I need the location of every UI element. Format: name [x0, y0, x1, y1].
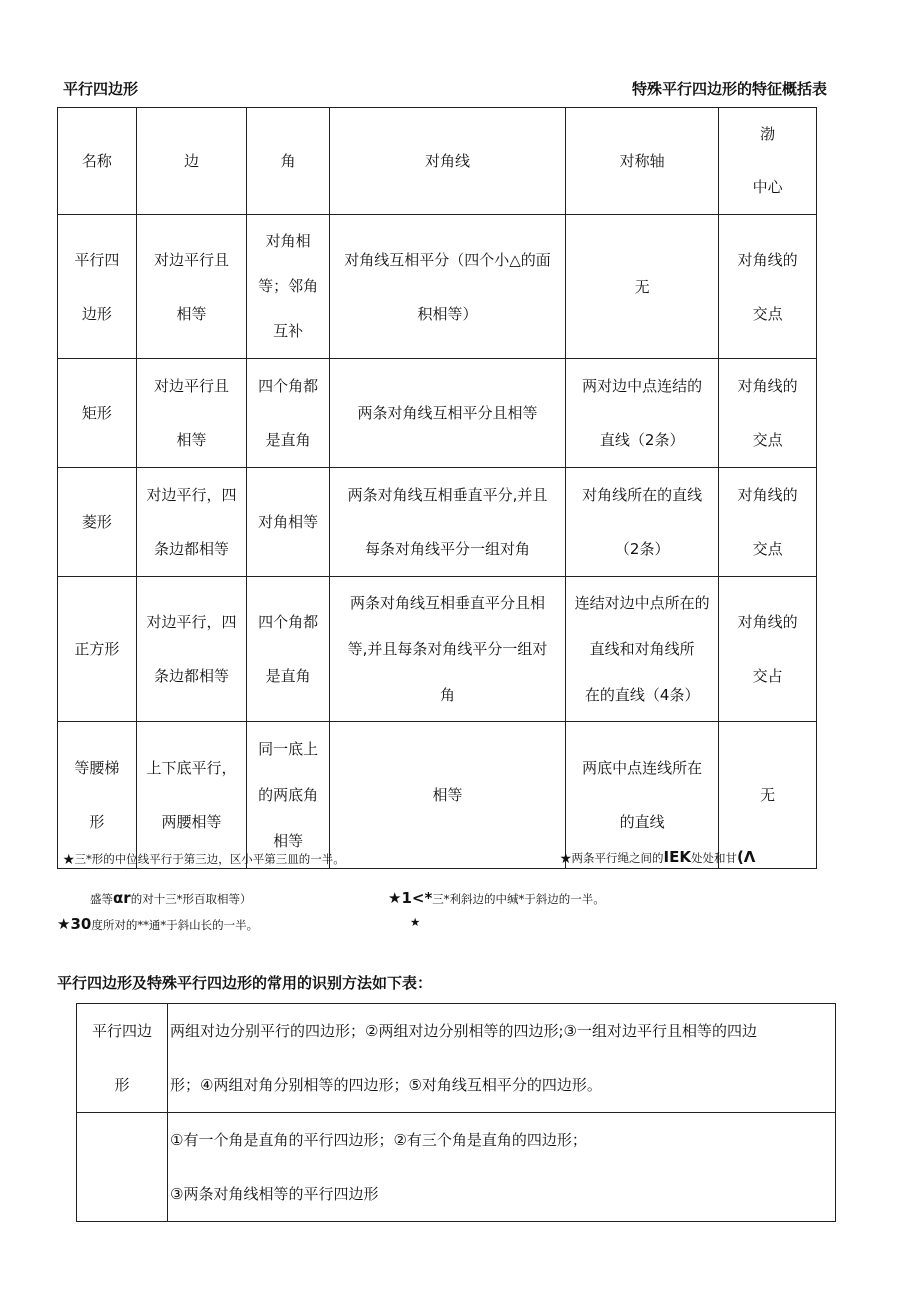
cell-side — [136, 215, 247, 359]
text-line: 无 — [760, 786, 776, 804]
text-line: 对角线的 — [737, 486, 798, 504]
cell-axis — [565, 215, 718, 359]
text-line: 相等 — [176, 431, 207, 449]
text-line: ①有一个角是直角的平行四边形；②有三个角是直角的四边形； — [170, 1131, 587, 1149]
text-line: 无 — [634, 277, 650, 296]
text-line: 直线和对角线所 — [589, 640, 695, 658]
text-line: 四个角都 — [258, 613, 319, 631]
col-header-center-line2: 中心 — [752, 178, 783, 196]
cell-center — [719, 468, 817, 577]
text-line: ③两条对角线相等的平行四边形 — [170, 1185, 379, 1203]
text-line: 对角相 — [265, 232, 311, 250]
text-line: 积相等） — [417, 304, 478, 323]
text-line: 盛等 — [90, 892, 113, 906]
text-line: 在的直线（4条） — [584, 686, 700, 704]
text-line: 矩形 — [81, 404, 112, 422]
text-line: 是直角 — [265, 667, 311, 685]
text-line: 形 — [89, 813, 105, 831]
text-line: 对边平行且 — [153, 250, 229, 269]
text-line: 角 — [439, 686, 455, 704]
text-line: 两对边中点连结的 — [582, 377, 703, 395]
text-line: ★30 — [57, 915, 92, 933]
cell-angle — [247, 722, 330, 869]
text-line: 是直角 — [265, 431, 311, 449]
text-line: 对角线的 — [737, 250, 798, 269]
text-line: 度所对的**通*于斜山长的一半。 — [91, 918, 259, 932]
col-header-name: 名称 — [58, 108, 137, 215]
cell-diagonal — [330, 722, 566, 869]
text-line: 互补 — [273, 322, 304, 340]
text-line: αr — [113, 889, 131, 907]
cell-axis — [565, 468, 718, 577]
text-line: 三*利斜边的中缄*于斜边的一半。 — [432, 892, 605, 906]
text-line: 交占 — [752, 667, 783, 685]
cell-angle — [247, 577, 330, 722]
cell-side — [136, 577, 247, 722]
cell-side — [136, 722, 247, 869]
text-line: 两腰相等 — [161, 813, 222, 831]
text-line: 形 — [114, 1076, 130, 1094]
text-line: 交点 — [752, 304, 783, 323]
doc-title-left: 平行四边形 — [63, 80, 139, 98]
cell-name — [58, 577, 137, 722]
note-area — [90, 889, 251, 907]
cell-name — [58, 722, 137, 869]
text-line: 等；邻角 — [258, 277, 319, 295]
section-title: 平行四边形及特殊平行四边形的常用的识别方法如下表： — [57, 974, 433, 992]
cell-name — [58, 215, 137, 359]
text-line: 平行四边 — [91, 1022, 152, 1040]
text-line: 对角线所在的直线 — [582, 486, 703, 504]
text-line: 等,并且每条对角线平分一组对 — [347, 640, 548, 658]
text-line: 交点 — [752, 540, 783, 558]
cell-side — [136, 468, 247, 577]
cell-axis — [565, 577, 718, 722]
cell-side — [136, 359, 247, 468]
note-right-triangle — [388, 889, 605, 907]
text-line: 对边平行，四 — [146, 613, 237, 631]
text-line: 两条对角线互相平分且相等 — [357, 404, 538, 422]
text-line: 菱形 — [81, 513, 112, 531]
cell-center — [719, 722, 817, 869]
row-content — [168, 1004, 836, 1113]
text-line: 条边都相等 — [153, 667, 229, 685]
text-line: 交点 — [752, 431, 783, 449]
text-line: 四个角都 — [258, 377, 319, 395]
text-line: 等腰梯 — [74, 759, 120, 777]
cell-center — [719, 359, 817, 468]
text-line: 正方形 — [74, 640, 120, 658]
text-line: 两条对角线互相垂直平分且相 — [349, 594, 545, 612]
text-line: 上下底平行， — [146, 759, 237, 777]
text-line: 对角线互相平分（四个小△的面 — [344, 250, 551, 269]
text-line: (Λ — [736, 848, 756, 866]
text-line: 相等 — [176, 304, 207, 323]
features-table — [57, 107, 817, 869]
note-parallel-lines — [560, 848, 755, 866]
text-line: 同一底上 — [258, 740, 319, 758]
text-line: 处处和甘 — [690, 851, 737, 865]
note-star: ★ — [410, 915, 421, 929]
cell-angle — [247, 215, 330, 359]
text-line: 每条对角线平分一组对角 — [364, 540, 530, 558]
row-label — [77, 1113, 168, 1222]
col-header-angle: 角 — [247, 108, 330, 215]
row-label — [77, 1004, 168, 1113]
text-line: 相等 — [432, 786, 463, 804]
text-line: 的直线 — [619, 813, 665, 831]
col-header-diagonal: 对角线 — [330, 108, 566, 215]
text-line: 条边都相等 — [153, 540, 229, 558]
text-line: 平行四 — [74, 250, 120, 269]
col-header-center-line1: 渤 — [760, 125, 776, 143]
cell-diagonal — [330, 215, 566, 359]
cell-angle — [247, 359, 330, 468]
col-header-side: 边 — [136, 108, 247, 215]
text-line: 边形 — [81, 304, 112, 323]
cell-center — [719, 577, 817, 722]
text-line: 对角线的 — [737, 613, 798, 631]
note-midline: ★三*形的中位线平行于第三边，区小平第三皿的一半。 — [63, 852, 345, 866]
cell-diagonal — [330, 468, 566, 577]
text-line: IEK — [663, 848, 691, 866]
text-line: 对边平行，四 — [146, 486, 237, 504]
cell-name — [58, 468, 137, 577]
text-line: 直线（2条） — [599, 431, 685, 449]
text-line: 对角线的 — [737, 377, 798, 395]
col-header-center — [719, 108, 817, 215]
text-line: 的两底角 — [258, 786, 319, 804]
cell-center — [719, 215, 817, 359]
cell-diagonal — [330, 359, 566, 468]
doc-title-right: 特殊平行四边形的特征概括表 — [631, 80, 827, 98]
text-line: 对边平行且 — [153, 377, 229, 395]
col-header-axis: 对称轴 — [565, 108, 718, 215]
text-line: ★1<* — [388, 889, 433, 907]
text-line: 形；④两组对角分别相等的四边形；⑤对角线互相平分的四边形。 — [170, 1076, 602, 1094]
text-line: 连结对边中点所在的 — [574, 594, 710, 612]
text-line: 相等 — [273, 832, 304, 850]
text-line: 对角相等 — [258, 513, 319, 531]
identification-table — [76, 1003, 836, 1222]
text-line: 的对十三*形百取相等） — [130, 892, 252, 906]
cell-angle — [247, 468, 330, 577]
text-line: 两条对角线互相垂直平分,并且 — [347, 486, 548, 504]
text-line: 两组对边分别平行的四边形；②两组对边分别相等的四边形;③一组对边平行且相等的四边 — [170, 1022, 757, 1040]
row-content — [168, 1113, 836, 1222]
note-30-degree — [57, 915, 258, 933]
cell-axis — [565, 722, 718, 869]
text-line: 两底中点连线所在 — [582, 759, 703, 777]
cell-name — [58, 359, 137, 468]
cell-diagonal — [330, 577, 566, 722]
cell-axis — [565, 359, 718, 468]
text-line: ★两条平行绳之间的 — [560, 851, 664, 865]
text-line: （2条） — [614, 540, 670, 558]
